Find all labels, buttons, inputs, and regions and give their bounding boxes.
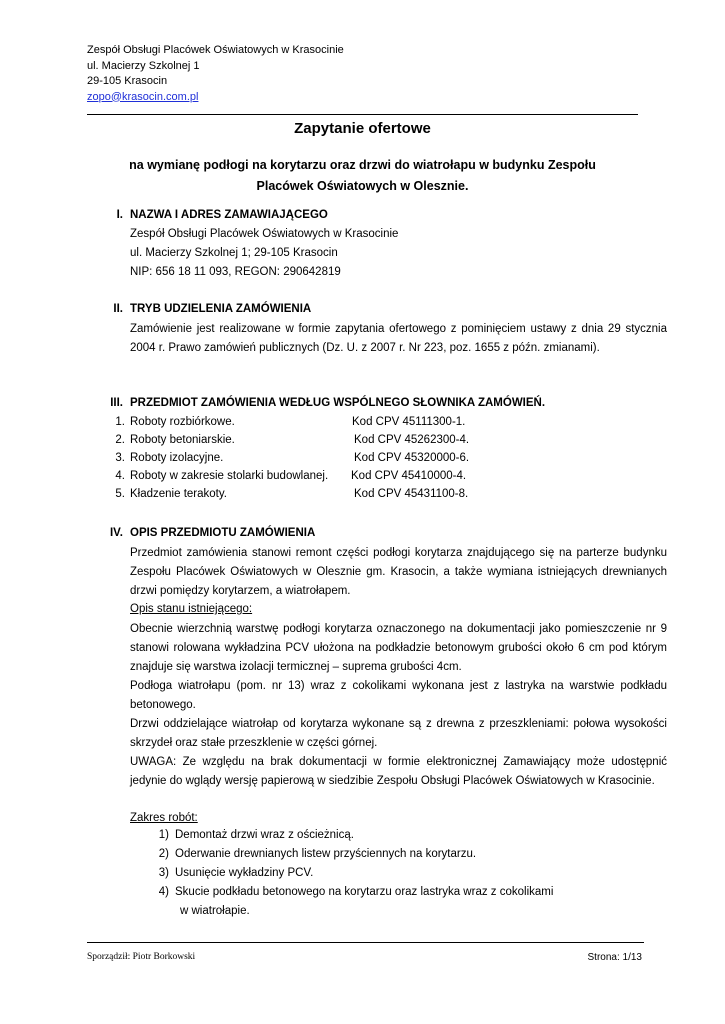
cpv-item-code: Kod CPV 45410000-4. bbox=[351, 470, 467, 482]
section-4-paragraph: Przedmiot zamówienia stanowi remont części podłogi korytarza znajdującego się na parterze budynku Zespołu Placówek Oświatowych w Olesznie gm. Krasocin, a także wymiana istniejących drewnianych drzwi pomiędzy korytarzem, a wiatrołapem. bbox=[130, 547, 667, 597]
document-subtitle: na wymianę podłogi na korytarzu oraz drzwi do wiatrołapu w budynku Zespołu Placówek Oświatowych w Olesznie. bbox=[129, 158, 596, 193]
section-2-text: Zamówienie jest realizowane w formie zapytania ofertowego z pominięciem ustawy z dnia 29 stycznia 2004 r. Prawo zamówień publicznych (Dz. U. z 2007 r. Nr 223, poz. 1655 z późn. zmianami). bbox=[130, 323, 667, 354]
document-title: Zapytanie ofertowe bbox=[294, 120, 431, 137]
letterhead-city: 29-105 Krasocin bbox=[87, 75, 168, 87]
section-2-number: II. bbox=[113, 303, 123, 315]
cpv-item-number: 2. bbox=[115, 434, 125, 446]
warning-paragraph: UWAGA: Ze względu na brak dokumentacji w formie elektronicznej Zamawiający może udostępnić jedynie do wglądy wersję papierową w siedzibie Zespołu Obsługi Placówek Oświatowych w Krasocinie. bbox=[130, 756, 667, 787]
existing-state-heading: Opis stanu istniejącego: bbox=[130, 603, 253, 615]
section-3-number: III. bbox=[110, 397, 123, 409]
cpv-item-name: Roboty rozbiórkowe. bbox=[130, 416, 235, 428]
cpv-item-name: Roboty betoniarskie. bbox=[130, 434, 235, 446]
letterhead-street: ul. Macierzy Szkolnej 1 bbox=[87, 59, 200, 72]
work-item-number: 3) bbox=[158, 867, 169, 879]
work-item-text: Demontaż drzwi wraz z ościeżnicą. bbox=[175, 829, 354, 841]
work-item-text: Oderwanie drewnianych listew przyściennych na korytarzu. bbox=[175, 848, 477, 860]
section-4-paragraph: Obecnie wierzchnią warstwę podłogi korytarza oznaczonego na dokumentacji jako pomieszczenie nr 9 stanowi rolowana wykładzina PCV ułożona na podkładzie betonowym grubości około 6 cm pod którym znajduje się warstwa izolacji termicznej – suprema grubości 4cm. bbox=[130, 623, 667, 673]
footer-page-number: Strona: 1/13 bbox=[587, 952, 642, 963]
cpv-item-number: 3. bbox=[115, 452, 125, 464]
section-4-paragraph: Podłoga wiatrołapu (pom. nr 13) wraz z cokolikami wykonana jest z lastryka na warstwie podkładu betonowego. bbox=[130, 680, 667, 711]
section-3-title: PRZEDMIOT ZAMÓWIENIA WEDŁUG WSPÓLNEGO SŁOWNIKA ZAMÓWIEŃ. bbox=[130, 397, 546, 409]
scope-heading: Zakres robót: bbox=[130, 812, 198, 824]
cpv-item-code: Kod CPV 45431100-8. bbox=[354, 488, 469, 500]
letterhead bbox=[87, 43, 344, 105]
footer-divider bbox=[87, 942, 644, 943]
section-1-number: I. bbox=[116, 209, 123, 221]
section-4-title: OPIS PRZEDMIOTU ZAMÓWIENIA bbox=[130, 527, 316, 539]
work-item-text: Usunięcie wykładziny PCV. bbox=[175, 867, 314, 879]
cpv-item-name: Roboty w zakresie stolarki budowlanej. bbox=[130, 470, 329, 482]
section-4-number: IV. bbox=[109, 527, 123, 539]
work-item-number: 4) bbox=[158, 886, 169, 898]
section-2-title: TRYB UDZIELENIA ZAMÓWIENIA bbox=[130, 303, 312, 315]
work-item-number: 1) bbox=[158, 829, 169, 841]
cpv-item-number: 1. bbox=[115, 416, 125, 428]
cpv-item-name: Roboty izolacyjne. bbox=[130, 452, 224, 464]
section-1-line: NIP: 656 18 11 093, REGON: 290642819 bbox=[130, 266, 341, 278]
cpv-item-code: Kod CPV 45262300-4. bbox=[354, 434, 470, 446]
email-link[interactable]: zopo@krasocin.com.pl bbox=[87, 90, 199, 103]
section-1-line: ul. Macierzy Szkolnej 1; 29-105 Krasocin bbox=[130, 247, 338, 259]
section-1-title: NAZWA I ADRES ZAMAWIAJĄCEGO bbox=[130, 209, 328, 221]
cpv-item-number: 5. bbox=[115, 488, 125, 500]
cpv-item-name: Kładzenie terakoty. bbox=[130, 488, 227, 500]
section-4-paragraph: Drzwi oddzielające wiatrołap od korytarza wykonane są z drewna z przeszkleniami: połowa wysokości skrzydeł oraz stałe przeszklenie w części górnej. bbox=[130, 718, 667, 749]
cpv-item-code: Kod CPV 45111300-1. bbox=[352, 416, 466, 428]
cpv-item-number: 4. bbox=[115, 470, 125, 482]
section-1-line: Zespół Obsługi Placówek Oświatowych w Krasocinie bbox=[130, 228, 399, 240]
work-item-number: 2) bbox=[158, 848, 169, 860]
work-item-continuation: w wiatrołapie. bbox=[180, 905, 250, 917]
cpv-item-code: Kod CPV 45320000-6. bbox=[354, 452, 470, 464]
footer-author: Sporządził: Piotr Borkowski bbox=[87, 952, 196, 962]
letterhead-org: Zespół Obsługi Placówek Oświatowych w Krasocinie bbox=[87, 44, 344, 56]
header-divider bbox=[87, 114, 638, 115]
work-item-text: Skucie podkładu betonowego na korytarzu oraz lastryka wraz z cokolikami bbox=[175, 886, 554, 898]
